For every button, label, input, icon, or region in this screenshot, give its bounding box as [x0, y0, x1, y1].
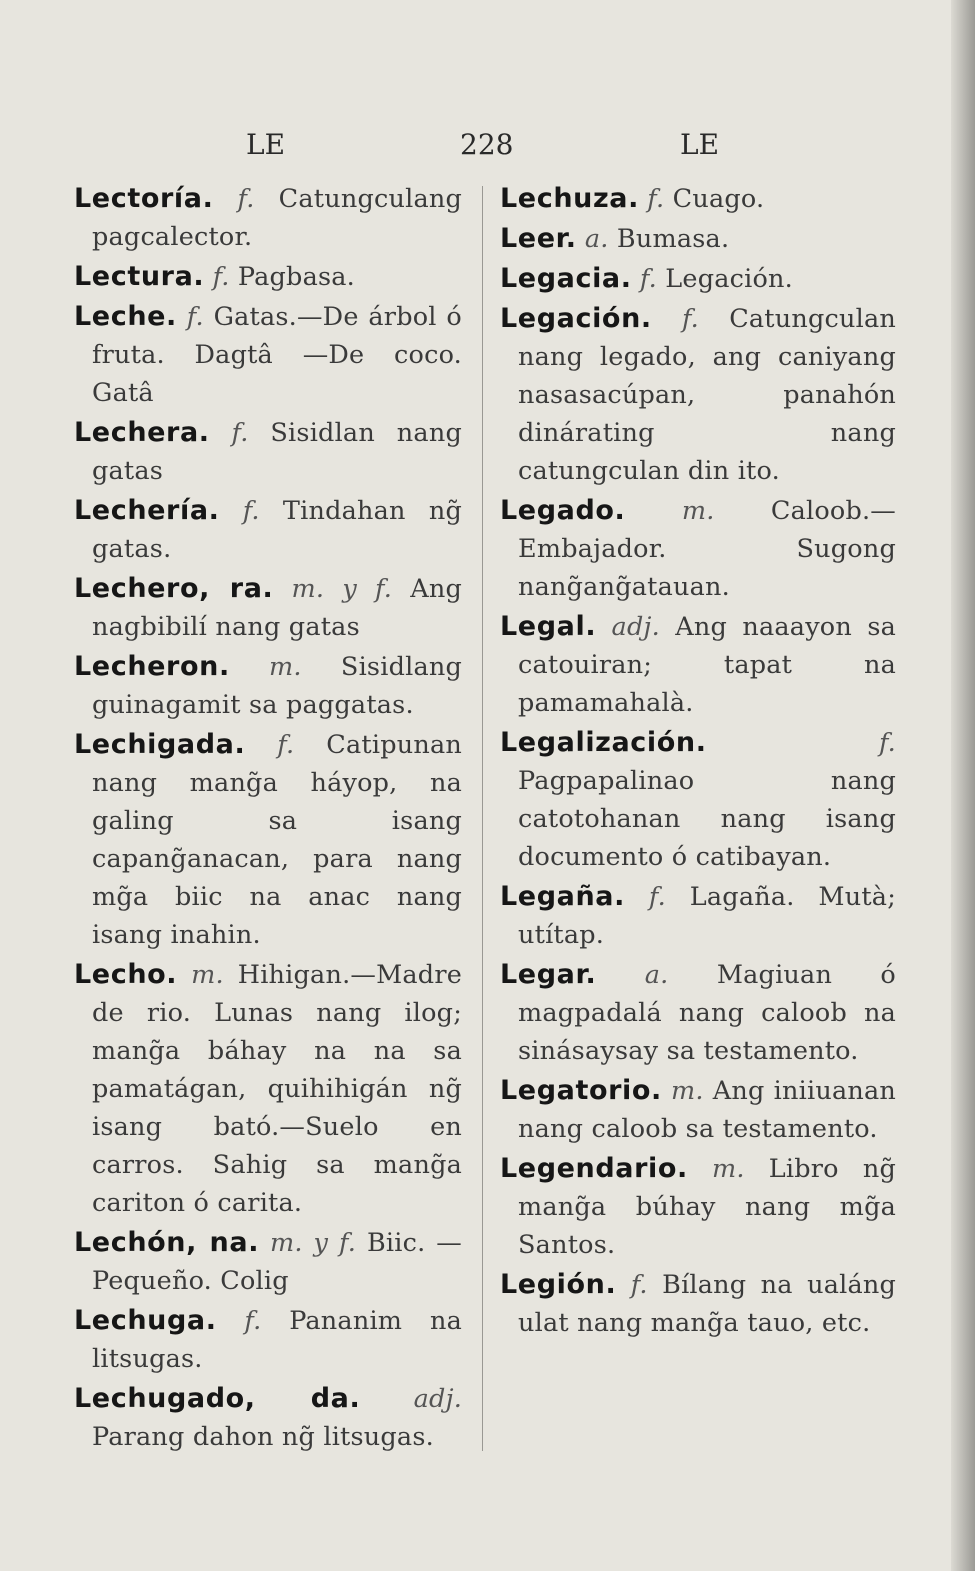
definition: Cuago.	[672, 184, 765, 214]
page-edge-shadow	[951, 0, 975, 1571]
dictionary-entry	[74, 180, 462, 256]
headword: Lechuga.	[74, 1305, 217, 1336]
headword: Legión.	[500, 1269, 617, 1300]
dictionary-entry	[500, 260, 896, 298]
column-divider	[482, 186, 483, 1451]
definition: Catungculang pagcalector.	[92, 184, 463, 252]
header-left-guide: LE	[246, 128, 286, 161]
part-of-speech: f.	[878, 728, 896, 758]
part-of-speech: f.	[212, 262, 230, 292]
headword: Lectoría.	[74, 183, 214, 214]
part-of-speech: m.	[269, 652, 302, 682]
definition: Catungculan nang legado, ang caniyang nasasacúpan, panahón dinárating nang catungculan din ito.	[518, 304, 897, 486]
dictionary-entry	[500, 1266, 896, 1342]
part-of-speech: f.	[277, 730, 295, 760]
dictionary-entry	[74, 1224, 462, 1300]
definition: Sisidlang guinagamit sa paggatas.	[92, 652, 463, 720]
definition: Tindahan ng̃ gatas.	[92, 496, 462, 564]
definition: Ang iniiuanan nang caloob sa testamento.	[518, 1076, 896, 1144]
dictionary-entry	[500, 220, 896, 258]
dictionary-entry	[74, 648, 462, 724]
headword: Legacia.	[500, 263, 632, 294]
definition: Magiuan ó magpadalá nang caloob na sinásaysay sa testamento.	[518, 960, 896, 1066]
headword: Leche.	[74, 301, 177, 332]
definition: Catipunan nang mang̃a háyop, na galing sa isang capang̃anacan, para nang mg̃a biic na anac nang isang inahin.	[92, 730, 462, 950]
part-of-speech: m.	[681, 496, 715, 526]
dictionary-entry	[74, 726, 462, 954]
dictionary-entry	[74, 1380, 462, 1456]
definition: Pagbasa.	[237, 262, 355, 292]
dictionary-entry	[500, 878, 896, 954]
dictionary-entry	[500, 492, 896, 606]
part-of-speech: m.	[671, 1076, 704, 1106]
headword: Lechón, na.	[74, 1227, 260, 1258]
dictionary-entry	[74, 298, 462, 412]
dictionary-entry	[500, 1150, 896, 1264]
part-of-speech: f.	[242, 496, 260, 526]
headword: Lecho.	[74, 959, 178, 990]
part-of-speech: f.	[630, 1270, 648, 1300]
part-of-speech: m. y f.	[269, 1228, 357, 1258]
headword: Lectura.	[74, 261, 205, 292]
headword: Lechero, ra.	[74, 573, 274, 604]
definition: Ang naaayon sa catouiran; tapat na pamamahalà.	[518, 612, 897, 718]
definition: Pagpapalinao nang catotohanan nang isang documento ó catibayan.	[518, 766, 896, 872]
header-right-guide: LE	[680, 128, 720, 161]
part-of-speech: f.	[681, 304, 699, 334]
headword: Legación.	[500, 303, 652, 334]
part-of-speech: f.	[231, 418, 249, 448]
headword: Lechería.	[74, 495, 220, 526]
dictionary-entry	[74, 258, 462, 296]
definition: Hihigan.—Madre de rio. Lunas nang ilog; mang̃a báhay na na sa pamatágan, quihihigán ng̃ isang bató.—Suelo en carros. Sahig sa mang̃a cariton ó carita.	[92, 960, 462, 1218]
definition: Legación.	[665, 264, 793, 294]
headword: Lechigada.	[74, 729, 246, 760]
dictionary-entry	[500, 724, 896, 876]
definition: Sisidlan nang gatas	[92, 418, 462, 486]
headword: Lechugado, da.	[74, 1383, 361, 1414]
headword: Legatorio.	[500, 1075, 662, 1106]
headword: Legaña.	[500, 881, 625, 912]
part-of-speech: f.	[186, 302, 204, 332]
part-of-speech: a.	[584, 224, 609, 254]
part-of-speech: f.	[244, 1306, 262, 1336]
headword: Lecheron.	[74, 651, 230, 682]
definition: Ang nagbibilí nang gatas	[92, 574, 462, 642]
definition: Lagaña. Mutà; utítap.	[518, 882, 896, 950]
definition: Parang dahon ng̃ litsugas.	[92, 1422, 434, 1452]
part-of-speech: m.	[712, 1154, 745, 1184]
definition: Caloob.—Embajador. Sugong nang̃ang̃atauan.	[518, 496, 897, 602]
part-of-speech: adj.	[413, 1384, 462, 1414]
headword: Legar.	[500, 959, 597, 990]
definition: Biic. —Pequeño. Colig	[92, 1228, 462, 1296]
right-column	[500, 180, 896, 1344]
headword: Leer.	[500, 223, 577, 254]
definition: Bílang na ualáng ulat nang mang̃a tauo, etc.	[518, 1270, 897, 1338]
dictionary-entry	[500, 300, 896, 490]
part-of-speech: a.	[644, 960, 669, 990]
definition: Pananim na litsugas.	[92, 1306, 462, 1374]
definition: Bumasa.	[616, 224, 730, 254]
part-of-speech: f.	[639, 264, 657, 294]
headword: Lechera.	[74, 417, 210, 448]
dictionary-entry	[500, 180, 896, 218]
headword: Lechuza.	[500, 183, 639, 214]
definition: Gatas.—De árbol ó fruta. Dagtâ —De coco. Gatâ	[92, 302, 462, 408]
page-number: 228	[460, 128, 514, 161]
part-of-speech: f.	[237, 184, 255, 214]
headword: Legado.	[500, 495, 626, 526]
part-of-speech: adj.	[611, 612, 660, 642]
definition: Libro ng̃ mang̃a búhay nang mg̃a Santos.	[518, 1154, 896, 1260]
part-of-speech: m. y f.	[291, 574, 393, 604]
running-header	[0, 128, 975, 168]
part-of-speech: f.	[648, 882, 666, 912]
left-column	[74, 180, 462, 1458]
dictionary-entry	[500, 956, 896, 1070]
dictionary-entry	[74, 956, 462, 1222]
headword: Legalización.	[500, 727, 707, 758]
part-of-speech: f.	[647, 184, 665, 214]
headword: Legal.	[500, 611, 597, 642]
dictionary-entry	[74, 1302, 462, 1378]
dictionary-entry	[74, 492, 462, 568]
dictionary-entry	[500, 608, 896, 722]
dictionary-entry	[74, 414, 462, 490]
headword: Legendario.	[500, 1153, 688, 1184]
part-of-speech: m.	[191, 960, 224, 990]
dictionary-entry	[500, 1072, 896, 1148]
dictionary-entry	[74, 570, 462, 646]
